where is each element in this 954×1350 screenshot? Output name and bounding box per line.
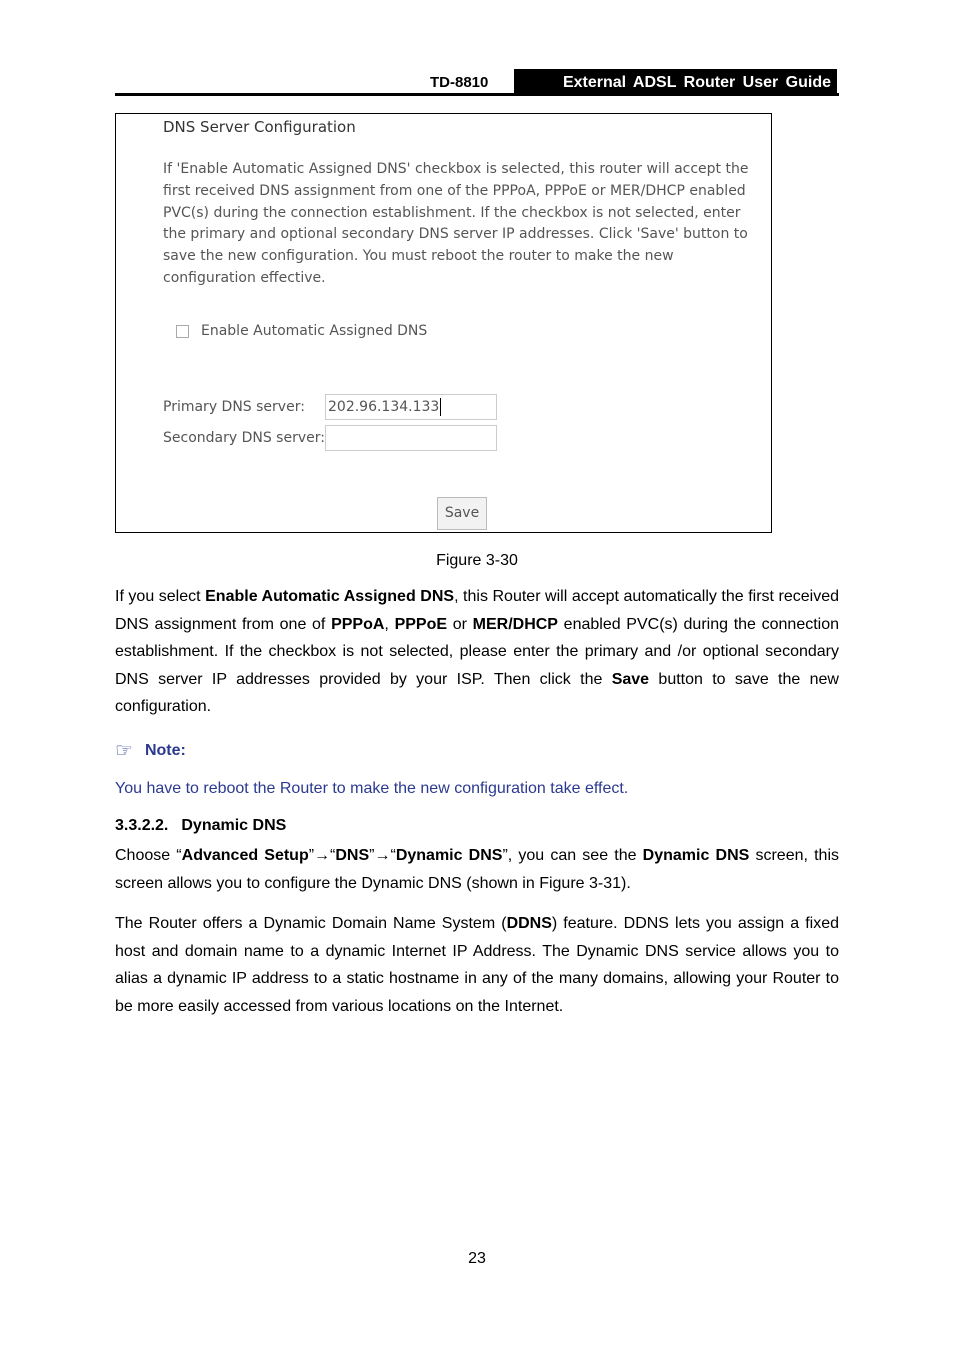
save-button[interactable]: Save bbox=[437, 497, 487, 530]
primary-dns-value: 202.96.134.133 bbox=[328, 399, 440, 415]
secondary-dns-input[interactable] bbox=[325, 425, 497, 451]
dns-config-figure bbox=[115, 113, 772, 533]
text-caret bbox=[440, 398, 441, 416]
pointing-hand-icon: ☞ bbox=[115, 740, 133, 762]
header-guide-title: External ADSL Router User Guide bbox=[514, 69, 837, 94]
auto-dns-checkbox[interactable] bbox=[176, 325, 189, 338]
primary-dns-input[interactable] bbox=[325, 394, 497, 420]
header-rule bbox=[115, 93, 839, 96]
note-text: You have to reboot the Router to make the new configuration take effect. bbox=[115, 780, 629, 797]
auto-dns-row bbox=[176, 323, 427, 339]
paragraph-choose-ddns: Choose “Advanced Setup”→“DNS”→“Dynamic DNS”, you can see the Dynamic DNS screen, this screen allows you to configure the Dynamic DNS (shown in Figure 3-31). bbox=[115, 847, 840, 892]
page-number: 23 bbox=[468, 1250, 486, 1267]
section-heading bbox=[115, 817, 286, 835]
dns-config-description: If 'Enable Automatic Assigned DNS' checkbox is selected, this router will accept the first received DNS assignment from one of the PPPoA, PPPoE or MER/DHCP enabled PVC(s) during the connection establishment. If the checkbox is not selected, enter the primary and optional secondary DNS server IP addresses. Click 'Save' button to save the new configuration. You must reboot the router to make the new configuration effective. bbox=[163, 161, 749, 286]
header-model: TD-8810 bbox=[430, 74, 489, 91]
figure-caption: Figure 3-30 bbox=[436, 552, 518, 569]
paragraph-ddns-feature: The Router offers a Dynamic Domain Name System (DDNS) feature. DDNS lets you assign a fixed host and domain name to a dynamic Internet IP Address. The Dynamic DNS service allows you to alias a dynamic IP address to a static hostname in any of the many domains, allowing your Router to be more easily accessed from various locations on the Internet. bbox=[115, 915, 840, 1015]
note-label: Note: bbox=[144, 741, 186, 759]
paragraph-auto-dns: If you select Enable Automatic Assigned DNS, this Router will accept automatically the first received DNS assignment from one of PPPoA, PPPoE or MER/DHCP enabled PVC(s) during the connection establishment. If the checkbox is not selected, please enter the primary and /or optional secondary DNS server IP addresses provided by your ISP. Then click the Save button to save the new configuration. bbox=[115, 588, 840, 715]
note-heading bbox=[115, 738, 186, 763]
section-title: Dynamic DNS bbox=[181, 817, 287, 834]
primary-dns-label: Primary DNS server: bbox=[163, 399, 305, 415]
section-number: 3.3.2.2. bbox=[115, 817, 169, 834]
dns-config-title: DNS Server Configuration bbox=[163, 118, 356, 136]
secondary-dns-label: Secondary DNS server: bbox=[163, 430, 325, 446]
auto-dns-label: Enable Automatic Assigned DNS bbox=[201, 323, 428, 339]
